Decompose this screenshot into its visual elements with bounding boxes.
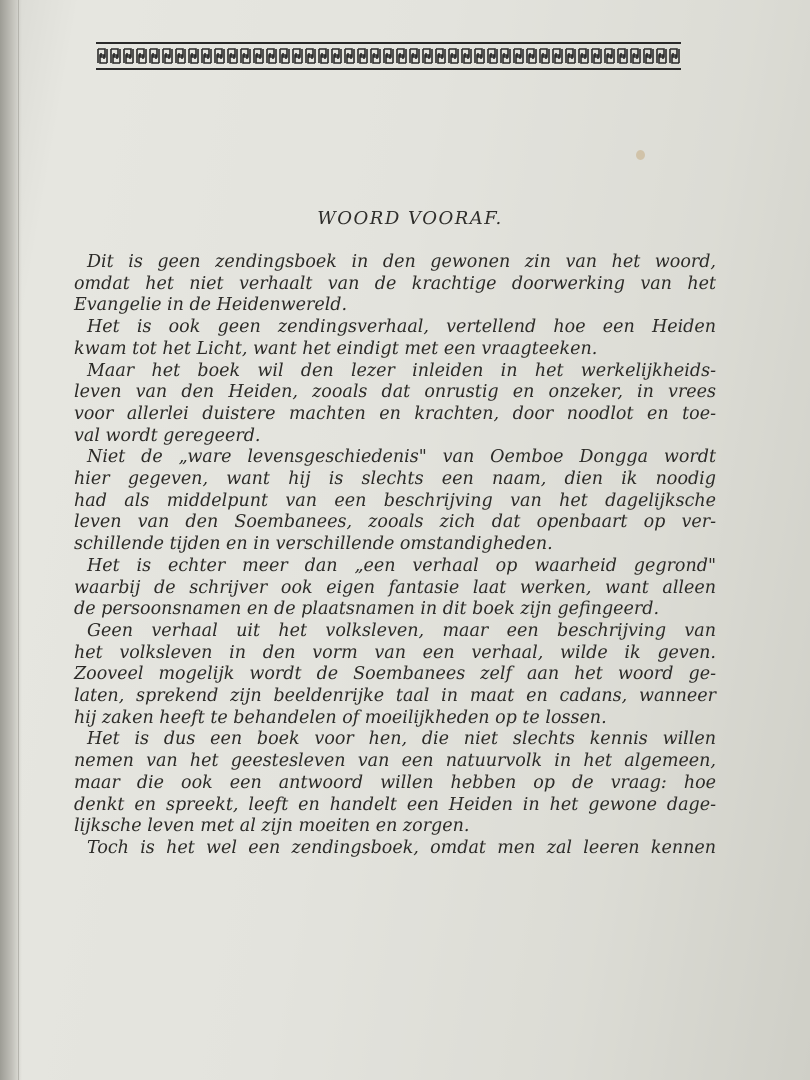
paper-stain bbox=[636, 150, 645, 160]
text-line: hier gegeven, want hij is slechts een naam, dien ik noodig bbox=[74, 469, 716, 490]
text-line: schillende tijden en in verschillende omstandigheden. bbox=[74, 534, 553, 555]
text-line: waarbij de schrijver ook eigen fantasie laat werken, want alleen bbox=[74, 577, 716, 598]
text-line: Evangelie in de Heidenwereld. bbox=[74, 295, 348, 316]
text-line: Het is ook geen zendingsverhaal, vertellend hoe een Heiden bbox=[87, 317, 716, 338]
text-line: lijksche leven met al zijn moeiten en zorgen. bbox=[74, 816, 470, 837]
text-line: laten, sprekend zijn beeldenrijke taal in maat en cadans, wanneer bbox=[74, 686, 716, 707]
text-line: had als middelpunt van een beschrijving van het dagelijksche bbox=[74, 490, 716, 511]
ornamental-border bbox=[96, 41, 681, 71]
text-line: leven van den Heiden, zooals dat onrustig en onzeker, in vrees bbox=[74, 382, 716, 403]
text-line: Het is echter meer dan „een verhaal op waarheid gegrond" bbox=[87, 555, 716, 576]
text-line: Geen verhaal uit het volksleven, maar een beschrijving van bbox=[87, 620, 716, 641]
text-line: maar die ook een antwoord willen hebben op de vraag: hoe bbox=[74, 772, 716, 793]
text-line: de persoonsnamen en de plaatsnamen in dit boek zijn gefingeerd. bbox=[74, 599, 660, 620]
text-line: Zooveel mogelijk wordt de Soembanees zelf aan het woord ge- bbox=[74, 664, 716, 685]
page-edge bbox=[18, 0, 19, 1080]
text-line: Niet de „ware levensgeschiedenis" van Oemboe Dongga wordt bbox=[87, 447, 716, 468]
text-line: voor allerlei duistere machten en krachten, door noodlot en toe- bbox=[74, 403, 716, 424]
preface-text bbox=[74, 252, 716, 860]
text-line: nemen van het geestesleven van een natuurvolk in het algemeen, bbox=[74, 751, 716, 772]
page-title: WOORD VOORAF. bbox=[317, 208, 503, 229]
text-line: Dit is geen zendingsboek in den gewonen zin van het woord, bbox=[87, 252, 716, 272]
text-line: denkt en spreekt, leeft en handelt een Heiden in het gewone dage- bbox=[74, 794, 716, 815]
text-line: hij zaken heeft te behandelen of moeilijkheden op te lossen. bbox=[74, 707, 607, 728]
text-line: Het is dus een boek voor hen, die niet slechts kennis willen bbox=[87, 729, 716, 750]
text-line: Maar het boek wil den lezer inleiden in het werkelijkheids- bbox=[87, 360, 716, 381]
text-line: val wordt geregeerd. bbox=[74, 425, 261, 446]
text-line: Toch is het wel een zendingsboek, omdat men zal leeren kennen bbox=[87, 837, 716, 858]
text-line: kwam tot het Licht, want het eindigt met een vraagteeken. bbox=[74, 338, 598, 359]
text-line: het volksleven in den vorm van een verhaal, wilde ik geven. bbox=[74, 642, 716, 663]
text-line: leven van den Soembanees, zooals zich dat openbaart op ver- bbox=[74, 512, 716, 533]
text-line: omdat het niet verhaalt van de krachtige doorwerking van het bbox=[74, 273, 716, 294]
